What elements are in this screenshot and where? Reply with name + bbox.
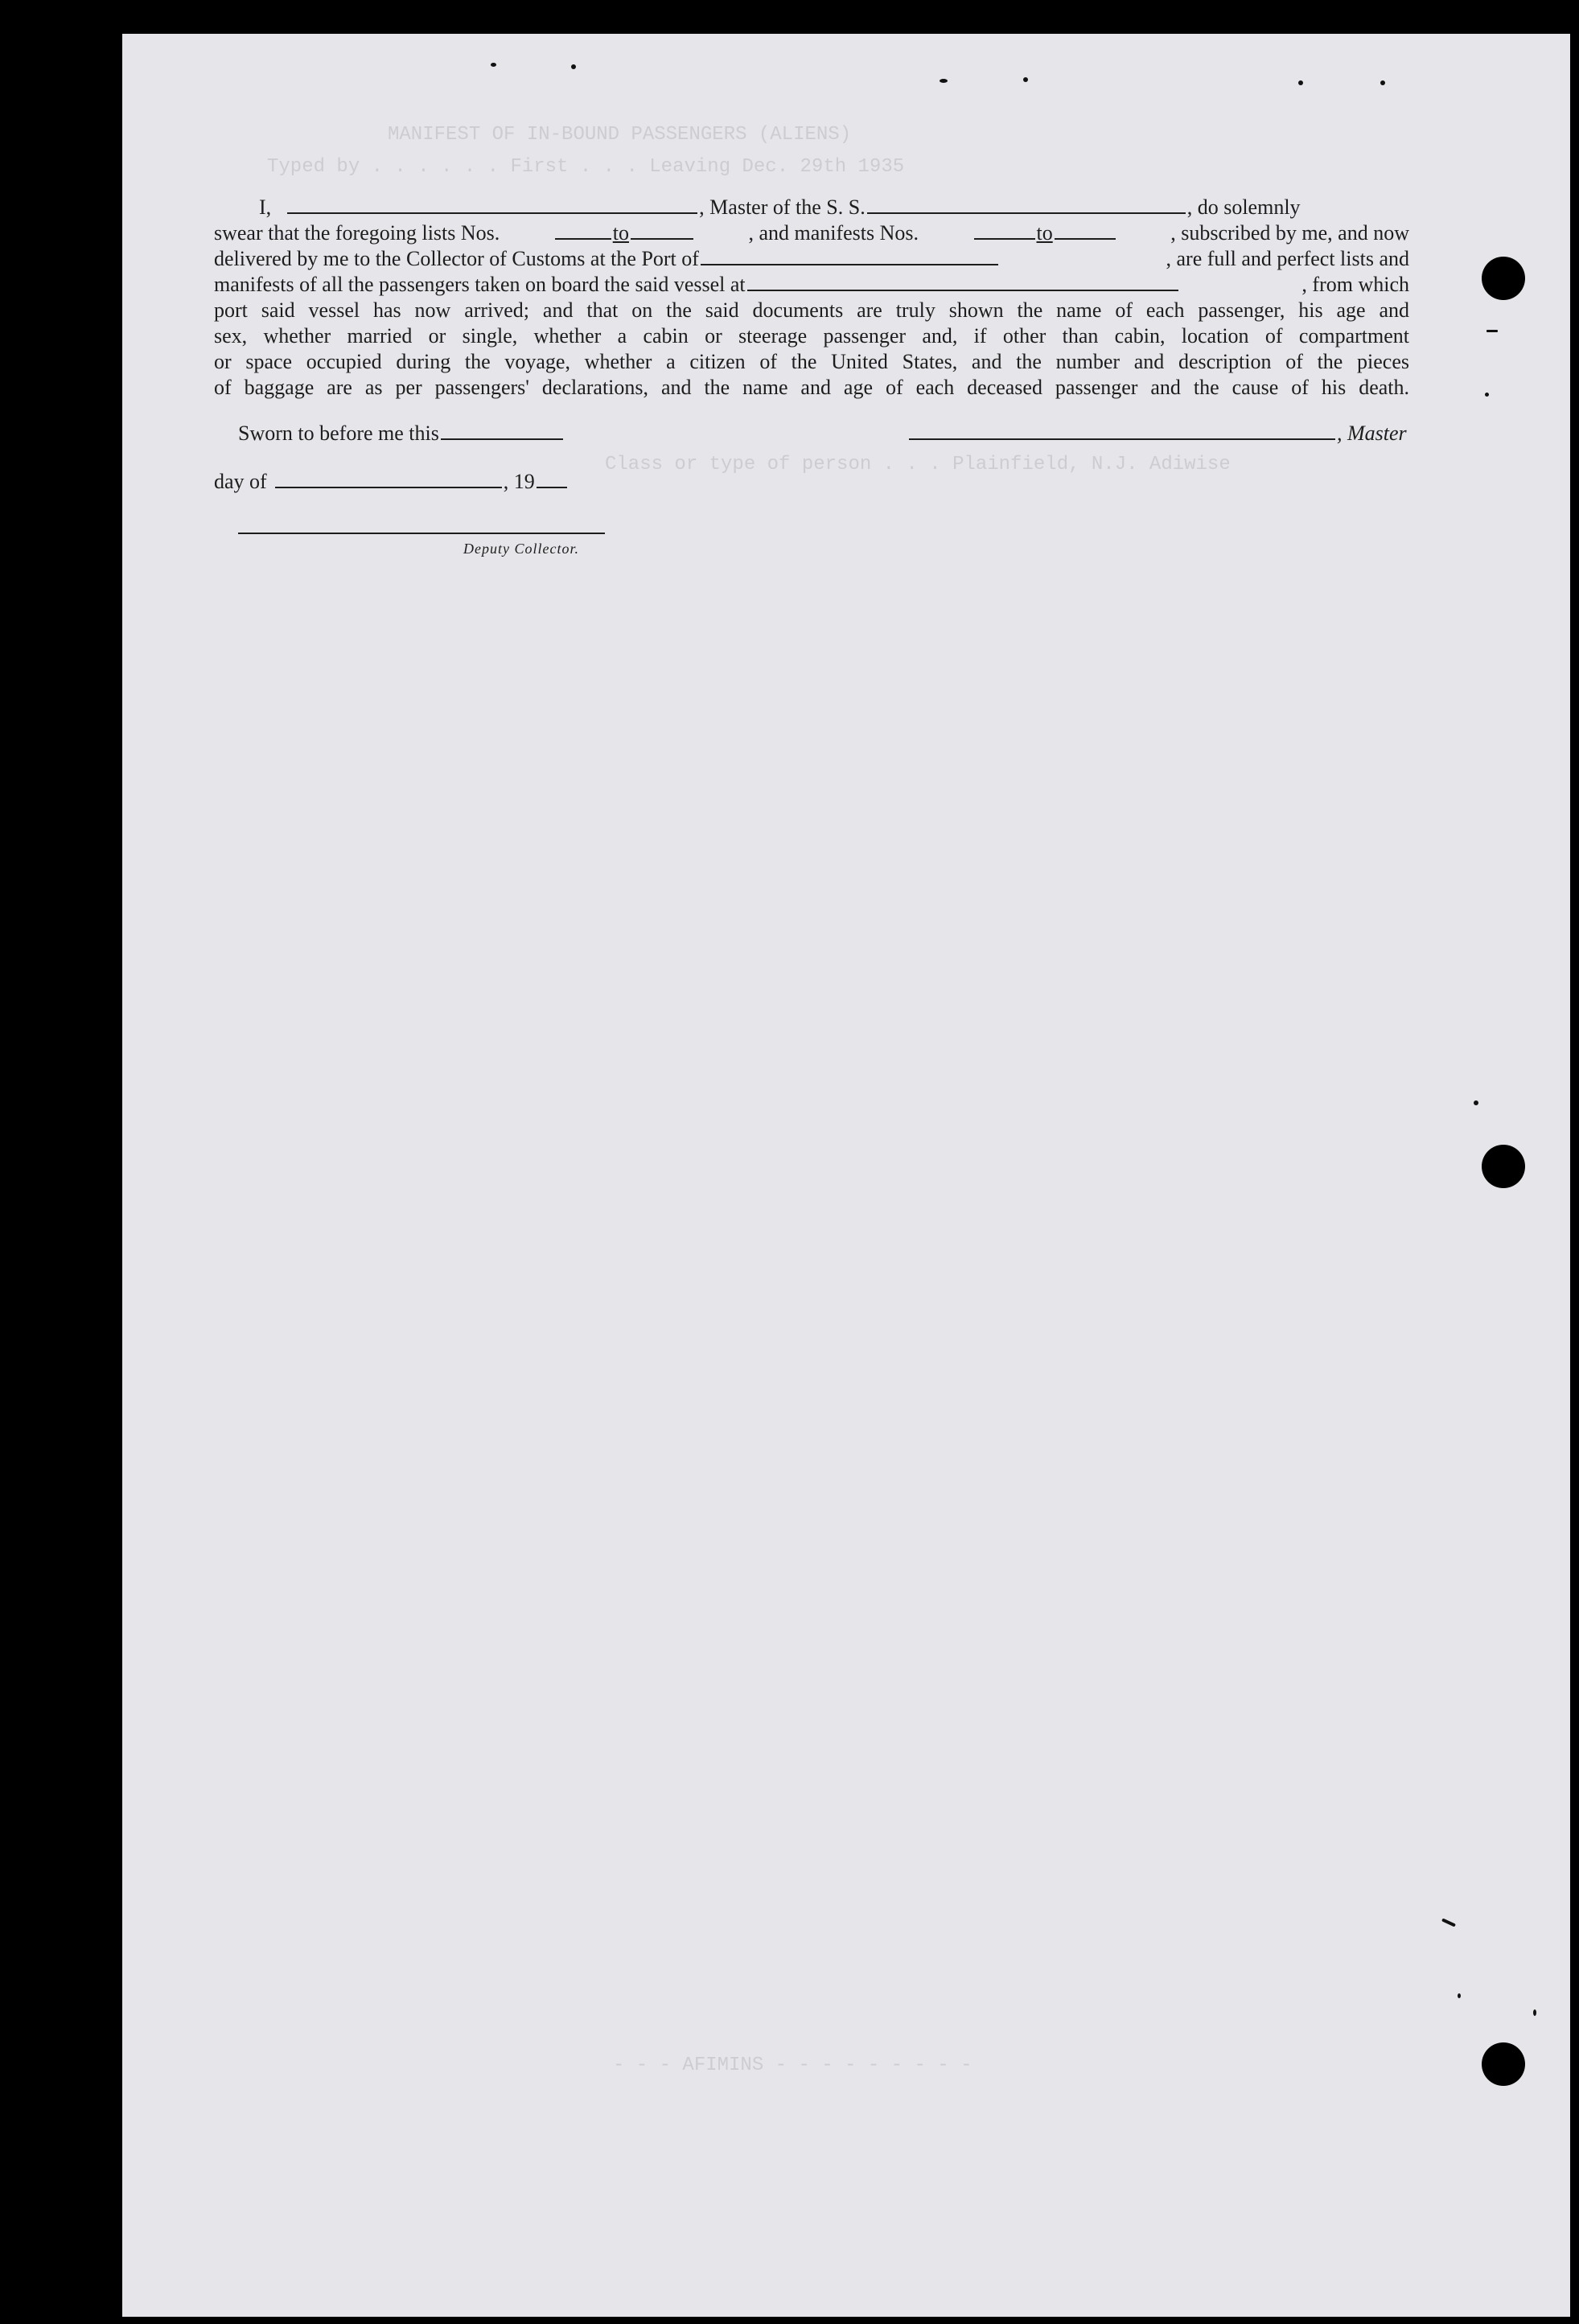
scan-speck [491,63,496,67]
scan-speck [1380,80,1385,85]
scan-speck [1474,1100,1478,1105]
port-group [214,246,1000,272]
binder-hole-top [1482,257,1525,300]
vessel-at-blank [747,290,1178,291]
bleed-through-line-2: Typed by . . . . . . First . . . Leaving Dec. 29th 1935 [267,156,905,178]
scan-speck [1023,77,1028,82]
scan-speck [1486,330,1498,332]
oath-text: manifests of all the passengers taken on board the said vessel at [214,273,746,296]
master-label: , Master [1337,422,1407,445]
ship-name-blank [867,212,1186,214]
master-name-blank [287,212,697,214]
lists-to-blank [631,238,693,240]
binder-hole-bottom [1482,2042,1525,2086]
oath-text: of baggage are as per passengers' declarations, and the name and age of each deceased passenger and the cause of his death. [214,376,1409,399]
day-of-label: day of [214,470,267,493]
oath-line-3 [214,246,1409,272]
document-page [122,34,1570,2317]
master-signature-row [907,422,1407,446]
lists-nos-group [553,220,695,246]
deputy-collector-signature-line [238,533,605,534]
oath-text: , and manifests Nos. [748,221,919,245]
oath-text: , are full and perfect lists and [1166,247,1409,270]
oath-text: , from which [1301,273,1409,296]
year-blank [537,487,567,488]
sworn-day-blank [441,438,563,440]
manifests-nos-group [972,220,1117,246]
manifests-from-blank [974,238,1035,240]
oath-text: delivered by me to the Collector of Customs at the Port of [214,247,699,270]
oath-line-1 [214,195,1409,220]
oath-line-7 [214,349,1409,375]
scan-speck [1485,393,1489,397]
oath-text: , subscribed by me, and now [1170,221,1409,245]
oath-line-4 [214,272,1409,298]
oath-line-6 [214,323,1409,349]
oath-text: port said vessel has now arrived; and that on the said documents are truly shown the name of each passenger, his age and [214,298,1409,322]
oath-line-5 [214,298,1409,323]
scan-speck [1441,1918,1456,1927]
bleed-through-line-4: - - - AFIMINS - - - - - - - - - [613,2055,972,2076]
lists-from-blank [555,238,611,240]
oath-text: I, [259,195,272,219]
scan-speck [1533,2009,1536,2016]
oath-line-8 [214,375,1409,401]
oath-text: to [612,221,629,245]
oath-text: swear that the foregoing lists Nos. [214,221,500,245]
scan-speck [940,79,948,83]
scan-speck [571,64,576,69]
oath-text: or space occupied during the voyage, whether a citizen of the United States, and the number and description of the pieces [214,350,1409,373]
bleed-through-line-1: MANIFEST OF IN-BOUND PASSENGERS (ALIENS) [388,124,852,146]
oath-paragraph [214,195,1409,401]
oath-text: sex, whether married or single, whether a cabin or steerage passenger and, if other than cabin, location of compartment [214,324,1409,348]
master-signature-blank [909,438,1335,440]
vessel-at-group [214,272,1180,298]
year-label: , 19 [503,470,535,493]
scan-speck [1298,80,1303,85]
scan-speck [1458,1993,1461,1998]
oath-line-2 [214,220,1409,246]
port-blank [701,264,998,265]
month-blank [275,487,502,488]
sworn-label: Sworn to before me this [238,422,439,445]
bleed-through-line-3: Class or type of person . . . Plainfield, N.J. Adiwise [605,454,1231,475]
sworn-before-row [238,422,565,446]
binder-hole-middle [1482,1145,1525,1188]
deputy-collector-label: Deputy Collector. [463,541,579,557]
oath-text: , Master of the S. S. [699,195,866,219]
oath-text: to [1036,221,1053,245]
oath-text: , do solemnly [1186,195,1301,219]
manifests-to-blank [1055,238,1116,240]
day-of-row [214,470,569,494]
